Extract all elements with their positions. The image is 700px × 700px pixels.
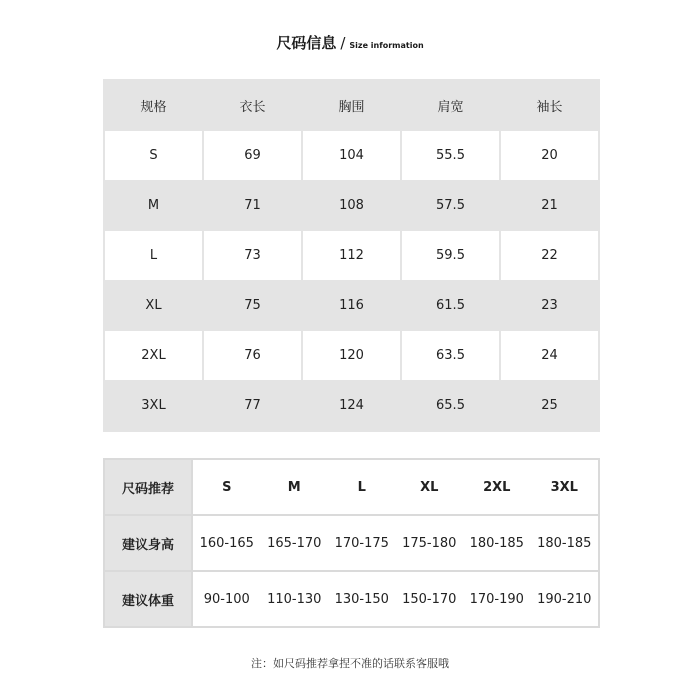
- recommend-value-cell: 180-185: [463, 516, 531, 570]
- size-value-cell: 120: [303, 331, 400, 380]
- recommend-value-cell: 170-175: [328, 516, 396, 570]
- title-separator: /: [340, 34, 346, 52]
- size-value-cell: 21: [501, 181, 598, 230]
- size-label-cell: M: [105, 181, 202, 230]
- recommend-value-cell: 165-170: [261, 516, 329, 570]
- size-value-cell: 57.5: [402, 181, 499, 230]
- footnote: 注：如尺码推荐拿捏不准的话联系客服哦: [251, 657, 449, 670]
- size-value-cell: 112: [303, 231, 400, 280]
- title-cn: 尺码信息: [276, 34, 337, 52]
- page-title: [0, 32, 700, 53]
- recommend-value-cell: 150-170: [396, 572, 464, 626]
- size-label-cell: L: [105, 231, 202, 280]
- size-value-cell: 69: [204, 131, 301, 180]
- size-value-cell: 24: [501, 331, 598, 380]
- recommend-value-cell: 190-210: [531, 572, 599, 626]
- size-value-cell: 124: [303, 381, 400, 430]
- size-value-cell: 63.5: [402, 331, 499, 380]
- recommend-table: [103, 458, 600, 628]
- size-value-cell: 71: [204, 181, 301, 230]
- size-value-cell: 77: [204, 381, 301, 430]
- recommend-value-cell: 110-130: [261, 572, 329, 626]
- size-header-cell: 肩宽: [402, 81, 499, 130]
- size-value-cell: 59.5: [402, 231, 499, 280]
- recommend-value-cell: 180-185: [531, 516, 599, 570]
- size-value-cell: 76: [204, 331, 301, 380]
- recommend-size-cell: 2XL: [463, 460, 531, 514]
- size-value-cell: 65.5: [402, 381, 499, 430]
- recommend-row-label: 尺码推荐: [105, 460, 193, 514]
- size-table: [103, 79, 600, 432]
- recommend-row-label: 建议身高: [105, 516, 193, 570]
- recommend-value-cell: 170-190: [463, 572, 531, 626]
- recommend-value-cell: 90-100: [193, 572, 261, 626]
- size-header-cell: 袖长: [501, 81, 598, 130]
- size-value-cell: 108: [303, 181, 400, 230]
- size-value-cell: 75: [204, 281, 301, 330]
- size-header-cell: 胸围: [303, 81, 400, 130]
- recommend-size-cell: 3XL: [531, 460, 599, 514]
- recommend-size-cell: XL: [396, 460, 464, 514]
- size-label-cell: 2XL: [105, 331, 202, 380]
- size-value-cell: 22: [501, 231, 598, 280]
- size-value-cell: 104: [303, 131, 400, 180]
- size-header-cell: 衣长: [204, 81, 301, 130]
- size-value-cell: 55.5: [402, 131, 499, 180]
- size-value-cell: 20: [501, 131, 598, 180]
- size-value-cell: 116: [303, 281, 400, 330]
- recommend-size-cell: L: [328, 460, 396, 514]
- size-header-cell: 规格: [105, 81, 202, 130]
- size-value-cell: 25: [501, 381, 598, 430]
- size-value-cell: 23: [501, 281, 598, 330]
- size-label-cell: 3XL: [105, 381, 202, 430]
- recommend-value-cell: 160-165: [193, 516, 261, 570]
- size-label-cell: S: [105, 131, 202, 180]
- recommend-row-label: 建议体重: [105, 572, 193, 626]
- size-label-cell: XL: [105, 281, 202, 330]
- recommend-size-cell: S: [193, 460, 261, 514]
- size-value-cell: 61.5: [402, 281, 499, 330]
- recommend-size-cell: M: [261, 460, 329, 514]
- title-en: Size information: [349, 41, 424, 50]
- recommend-value-cell: 175-180: [396, 516, 464, 570]
- recommend-value-cell: 130-150: [328, 572, 396, 626]
- size-value-cell: 73: [204, 231, 301, 280]
